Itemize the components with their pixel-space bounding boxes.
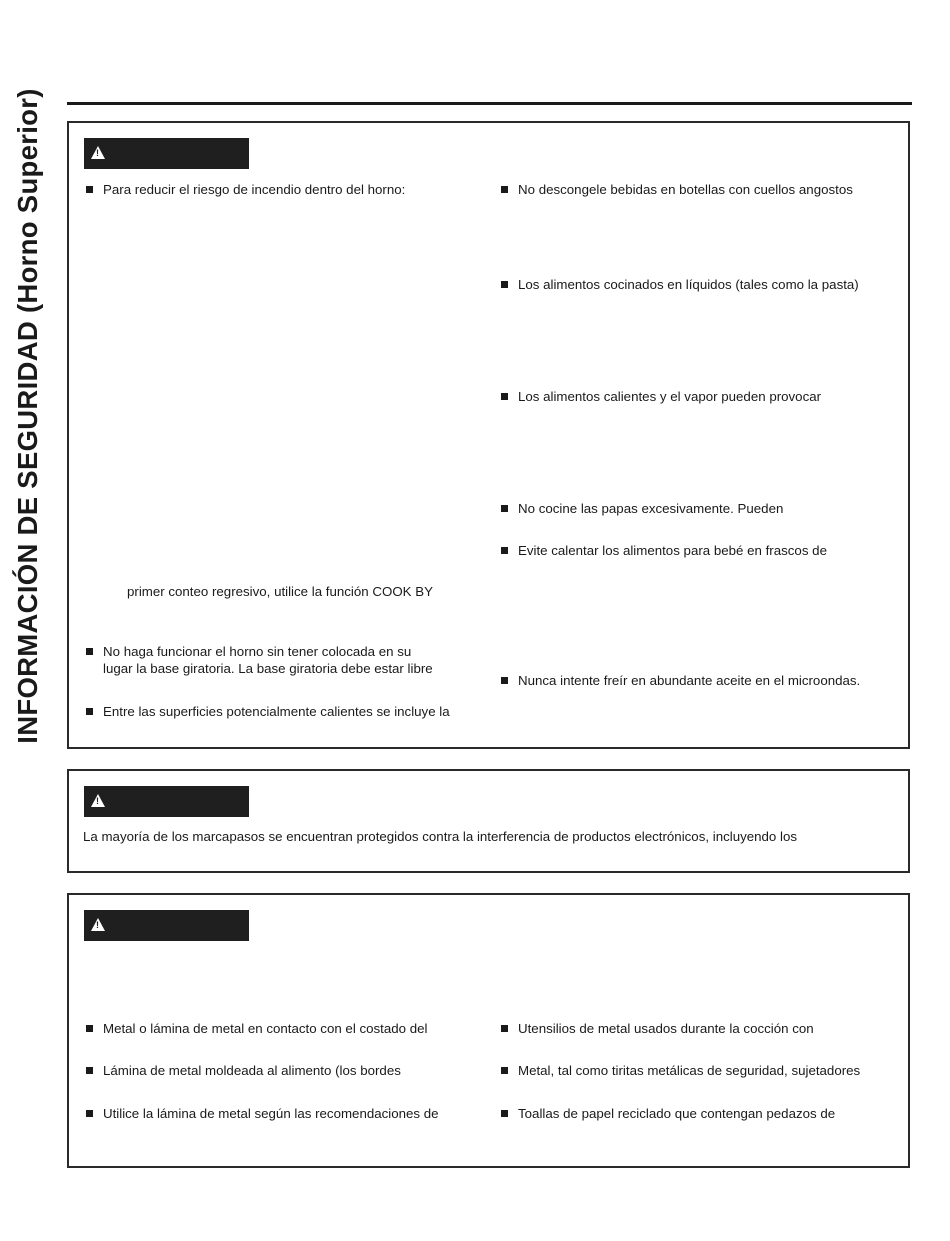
warning-box-metal	[67, 893, 910, 1168]
bullet-icon	[501, 393, 508, 400]
list-item: Toallas de papel reciclado que contengan pedazos de	[518, 1106, 836, 1121]
bullet-icon	[86, 1025, 93, 1032]
bullet-icon	[501, 1025, 508, 1032]
pacemaker-text: La mayoría de los marcapasos se encuentran protegidos contra la interferencia de productos electrónicos, incluyendo los	[83, 829, 798, 844]
warning-badge	[84, 786, 249, 817]
bullet-icon	[501, 505, 508, 512]
list-item: No descongele bebidas en botellas con cuellos angostos	[518, 182, 853, 197]
list-item: Utilice la lámina de metal según las recomendaciones de	[103, 1106, 439, 1121]
list-item: Para reducir el riesgo de incendio dentro del horno:	[103, 182, 406, 197]
list-item: Utensilios de metal usados durante la cocción con	[518, 1021, 814, 1036]
list-item: Lámina de metal moldeada al alimento (los bordes	[103, 1063, 401, 1078]
list-item: Nunca intente freír en abundante aceite en el microondas.	[518, 673, 861, 688]
list-item: Entre las superficies potencialmente calientes se incluye la	[103, 704, 450, 719]
list-item: No cocine las papas excesivamente. Pueden	[518, 501, 784, 516]
list-item: Evite calentar los alimentos para bebé en frascos de	[518, 543, 827, 558]
bullet-icon	[501, 547, 508, 554]
list-item-line: lugar la base giratoria. La base giratoria debe estar libre	[103, 661, 433, 676]
bullet-icon	[501, 1110, 508, 1117]
warning-triangle-icon	[91, 794, 105, 807]
bullet-icon	[86, 1067, 93, 1074]
warning-triangle-icon	[91, 146, 105, 159]
bullet-icon	[86, 186, 93, 193]
bullet-icon	[86, 648, 93, 655]
side-title-text: INFORMACIÓN DE SEGURIDAD (Horno Superior)	[12, 87, 43, 744]
list-item: Metal o lámina de metal en contacto con el costado del	[103, 1021, 428, 1036]
bullet-icon	[86, 1110, 93, 1117]
list-item: No haga funcionar el horno sin tener colocada en su	[103, 644, 412, 659]
list-item-continued: primer conteo regresivo, utilice la función COOK BY	[127, 584, 433, 599]
bullet-icon	[501, 1067, 508, 1074]
list-item: Los alimentos calientes y el vapor pueden provocar	[518, 389, 822, 404]
bullet-icon	[501, 281, 508, 288]
list-item: Los alimentos cocinados en líquidos (tales como la pasta)	[518, 277, 859, 292]
list-item: Metal, tal como tiritas metálicas de seguridad, sujetadores	[518, 1063, 861, 1078]
bullet-icon	[501, 677, 508, 684]
warning-box-fire	[67, 121, 910, 749]
top-rule	[67, 102, 912, 105]
warning-triangle-icon	[91, 918, 105, 931]
warning-box-pacemaker	[67, 769, 910, 873]
bullet-icon	[86, 708, 93, 715]
warning-badge	[84, 910, 249, 941]
side-title	[14, 38, 42, 793]
bullet-icon	[501, 186, 508, 193]
warning-badge	[84, 138, 249, 169]
